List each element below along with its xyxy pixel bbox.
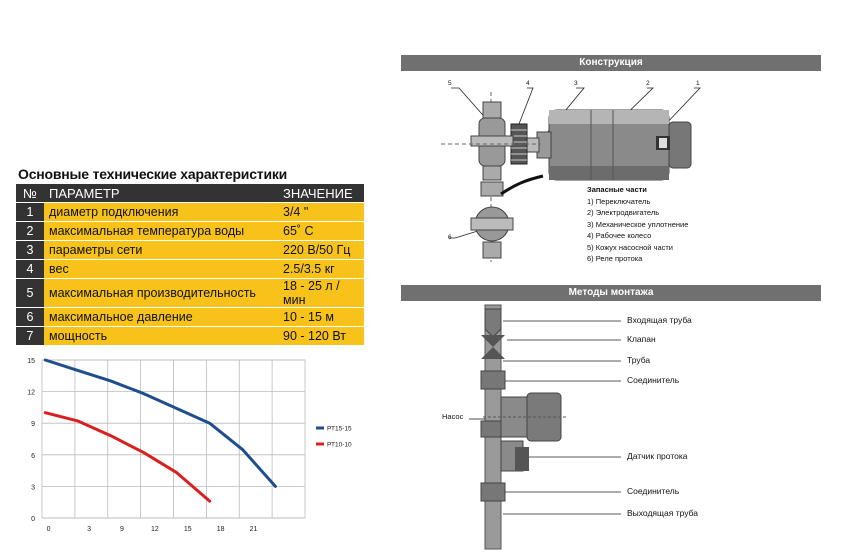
spec-param: диаметр подключения xyxy=(44,203,278,221)
specs-table xyxy=(16,183,364,346)
spec-num: 7 xyxy=(16,327,44,345)
callout-5: 5 xyxy=(448,80,452,87)
spec-param: максимальное давление xyxy=(44,308,278,326)
series-line-1 xyxy=(45,413,209,501)
spec-param: мощность xyxy=(44,327,278,345)
label-pump: Насос xyxy=(442,412,464,421)
label-valve: Клапан xyxy=(627,334,656,344)
y-tick-label: 15 xyxy=(27,358,35,365)
legend-label: РТ15-15 xyxy=(327,425,352,433)
spec-row xyxy=(16,308,364,326)
spec-value: 10 - 15 м xyxy=(278,308,364,326)
x-tick-label: 9 xyxy=(120,526,124,533)
spare-parts-title: Запасные части xyxy=(587,185,647,194)
x-tick-labels xyxy=(47,526,258,533)
spare-part-item: 6) Реле протока xyxy=(587,254,643,263)
chart-legend xyxy=(316,426,352,449)
legend-label: РТ10-10 xyxy=(327,441,352,449)
specs-title: Основные технические характеристики xyxy=(18,166,288,182)
spec-num: 3 xyxy=(16,241,44,259)
spec-param: вес xyxy=(44,260,278,278)
specs-header-row xyxy=(16,184,364,202)
spare-part-item: 1) Переключатель xyxy=(587,196,651,206)
label-connector-top: Соединитель xyxy=(627,375,680,385)
spec-row xyxy=(16,222,364,240)
spare-parts-list xyxy=(587,184,688,265)
y-tick-labels xyxy=(27,358,35,523)
callout-2: 2 xyxy=(646,80,650,87)
spec-row xyxy=(16,241,364,259)
spec-value: 2.5/3.5 кг xyxy=(278,260,364,278)
spec-param: максимальная производительность xyxy=(44,279,278,307)
spec-row xyxy=(16,327,364,345)
x-tick-label: 3 xyxy=(87,526,92,533)
construction-header: Конструкция xyxy=(401,55,821,71)
spec-num: 2 xyxy=(16,222,44,240)
spec-value: 90 - 120 Вт xyxy=(278,327,364,345)
y-tick-label: 12 xyxy=(27,389,35,397)
col-header-num: № xyxy=(16,184,44,202)
mounting-header: Методы монтажа xyxy=(401,285,821,301)
spec-num: 4 xyxy=(16,260,44,278)
label-outlet-pipe: Выходящая труба xyxy=(627,508,698,518)
y-tick-label: 3 xyxy=(31,484,35,492)
spare-part-item: 4) Рабочее колесо xyxy=(587,231,652,240)
chart-series xyxy=(45,360,275,501)
spec-num: 1 xyxy=(16,203,44,221)
label-flow-sensor: Датчик протока xyxy=(627,451,688,461)
y-tick-label: 0 xyxy=(31,516,35,523)
callout-6: 6 xyxy=(448,234,452,241)
col-header-value: ЗНАЧЕНИЕ xyxy=(278,184,364,202)
label-pipe: Труба xyxy=(627,355,651,365)
spec-row xyxy=(16,203,364,221)
col-header-param: ПАРАМЕТР xyxy=(44,184,278,202)
spare-part-item: 2) Электродвигатель xyxy=(587,208,660,217)
spec-num: 6 xyxy=(16,308,44,326)
chart-grid xyxy=(42,360,305,518)
spec-value: 3/4 " xyxy=(278,203,364,221)
spec-value: 18 - 25 л /мин xyxy=(278,279,364,307)
y-tick-label: 6 xyxy=(31,452,35,460)
mounting-diagram xyxy=(401,301,821,555)
y-tick-label: 9 xyxy=(31,421,35,429)
x-tick-label: 21 xyxy=(249,526,258,533)
spare-part-item: 5) Кожух насосной части xyxy=(587,242,674,252)
spec-value: 65˚ C xyxy=(278,222,364,240)
spec-param: максимальная температура воды xyxy=(44,222,278,240)
spec-row xyxy=(16,279,364,307)
x-tick-label: 18 xyxy=(216,526,225,533)
spec-param: параметры сети xyxy=(44,241,278,259)
spec-row xyxy=(16,260,364,278)
x-tick-label: 15 xyxy=(183,526,192,533)
x-tick-label: 0 xyxy=(46,526,51,533)
label-connector-bottom: Соединитель xyxy=(627,486,680,496)
performance-chart xyxy=(0,348,400,538)
flow-relay xyxy=(471,176,543,258)
spec-num: 5 xyxy=(16,279,44,307)
callout-3: 3 xyxy=(574,80,578,87)
spec-value: 220 В/50 Гц xyxy=(278,241,364,259)
label-inlet-pipe: Входящая труба xyxy=(627,315,692,325)
x-tick-label: 12 xyxy=(150,526,159,533)
callout-4: 4 xyxy=(526,80,530,87)
spare-part-item: 3) Механическое уплотнение xyxy=(587,219,689,229)
callout-1: 1 xyxy=(696,80,700,87)
